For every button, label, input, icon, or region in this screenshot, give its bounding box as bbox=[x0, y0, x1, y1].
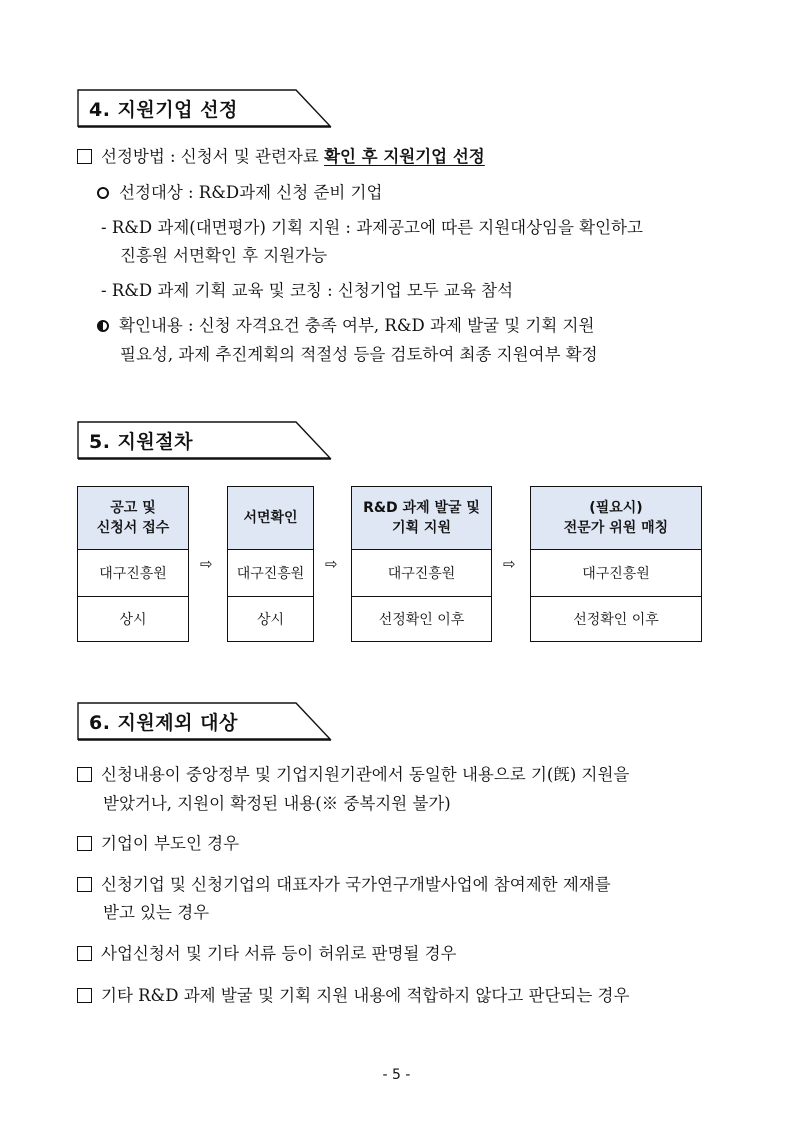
step-timing: 선정확인 이후 bbox=[573, 612, 659, 628]
step-title: R&D 과제 발굴 및 기획 지원 bbox=[352, 487, 491, 550]
planning-support-line-2: 진흥원 서면확인 후 지원가능 bbox=[120, 246, 328, 265]
exclusion-item-1 bbox=[77, 764, 629, 786]
section-6-title: 6. 지원제외 대상 bbox=[89, 712, 238, 734]
check-content-line-2: 필요성, 과제 추진계획의 적절성 등을 검토하여 최종 지원여부 확정 bbox=[120, 345, 598, 364]
exclusion-item-5 bbox=[77, 985, 629, 1007]
section-4-header bbox=[77, 89, 331, 127]
education-coaching-line: - R&D 과제 기획 교육 및 코칭 : 신청기업 모두 교육 참석 bbox=[101, 281, 514, 300]
exclusion-item-1-text: 신청내용이 중앙정부 및 기업지원기관에서 동일한 내용으로 기(旣) 지원을 bbox=[101, 765, 630, 784]
exclusion-item-5-text: 기타 R&D 과제 발굴 및 기획 지원 내용에 적합하지 않다고 판단되는 경우 bbox=[101, 986, 630, 1005]
selection-method-line bbox=[77, 146, 485, 168]
exclusion-item-4 bbox=[77, 943, 457, 965]
right-arrow-icon: ⇨ bbox=[325, 555, 338, 573]
procedure-step-4 bbox=[530, 486, 702, 642]
step-title: 서면확인 bbox=[228, 487, 313, 550]
planning-support-line-1: - R&D 과제(대면평가) 기획 지원 : 과제공고에 따른 지원대상임을 확인하고 bbox=[101, 218, 643, 237]
exclusion-item-1-cont: 받았거나, 지원이 확정된 내용(※ 중복지원 불가) bbox=[103, 794, 451, 813]
step-title: 공고 및 신청서 접수 bbox=[78, 487, 188, 550]
section-4-title: 4. 지원기업 선정 bbox=[89, 99, 238, 121]
check-content-text-1: 확인내용 : 신청 자격요건 충족 여부, R&D 과제 발굴 및 기획 지원 bbox=[119, 316, 595, 335]
step-organization: 대구진흥원 bbox=[531, 550, 701, 597]
selection-method-emphasis: 확인 후 지원기업 선정 bbox=[324, 147, 485, 166]
checkbox-square-icon bbox=[77, 988, 92, 1003]
checkbox-square-icon bbox=[77, 149, 92, 164]
step-organization: 대구진흥원 bbox=[78, 550, 188, 597]
right-arrow-icon: ⇨ bbox=[200, 555, 213, 573]
right-arrow-icon: ⇨ bbox=[503, 555, 516, 573]
checkbox-square-icon bbox=[77, 836, 92, 851]
step-organization: 대구진흥원 bbox=[352, 550, 491, 597]
checkbox-square-icon bbox=[77, 877, 92, 892]
selection-target-line bbox=[97, 182, 382, 204]
step-organization: 대구진흥원 bbox=[228, 550, 313, 597]
step-timing: 선정확인 이후 bbox=[378, 612, 465, 628]
procedure-step-1 bbox=[77, 486, 189, 642]
half-filled-circle-bullet-icon bbox=[97, 320, 109, 332]
exclusion-item-3-text: 신청기업 및 신청기업의 대표자가 국가연구개발사업에 참여제한 제재를 bbox=[101, 875, 611, 894]
selection-target-text: 선정대상 : R&D과제 신청 준비 기업 bbox=[119, 183, 383, 202]
procedure-step-2 bbox=[227, 486, 314, 642]
section-5-header bbox=[77, 421, 331, 459]
hollow-circle-bullet-icon bbox=[97, 187, 109, 199]
exclusion-item-4-text: 사업신청서 및 기타 서류 등이 허위로 판명될 경우 bbox=[101, 944, 457, 963]
checkbox-square-icon bbox=[77, 767, 92, 782]
check-content-line-1 bbox=[97, 315, 594, 337]
exclusion-item-2 bbox=[77, 833, 239, 855]
section-5-title: 5. 지원절차 bbox=[89, 431, 193, 453]
procedure-step-3 bbox=[351, 486, 492, 642]
section-6-header bbox=[77, 702, 331, 740]
page-number: - 5 - bbox=[382, 1067, 411, 1083]
exclusion-item-2-text: 기업이 부도인 경우 bbox=[101, 834, 240, 853]
step-timing: 상시 bbox=[256, 612, 285, 628]
selection-method-text: 선정방법 : 신청서 및 관련자료 bbox=[101, 147, 319, 166]
exclusion-item-3 bbox=[77, 874, 611, 896]
exclusion-item-3-cont: 받고 있는 경우 bbox=[103, 903, 210, 922]
step-title: (필요시) 전문가 위원 매칭 bbox=[531, 487, 701, 550]
step-timing: 상시 bbox=[119, 612, 147, 628]
checkbox-square-icon bbox=[77, 946, 92, 961]
